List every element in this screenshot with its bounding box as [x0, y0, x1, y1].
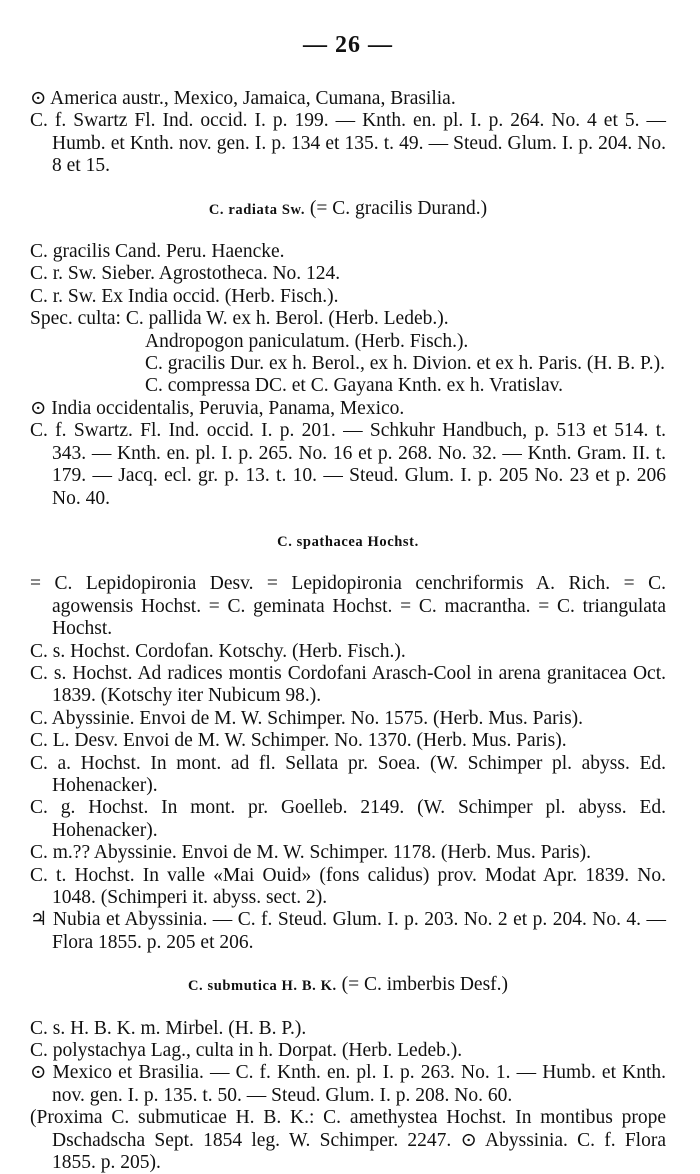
- synonym-paragraph: = C. Lepidopironia Desv. = Lepidopironia cenchriformis A. Rich. = C. agowensis Hochst. = C. geminata Hochst. = C. macrantha. = C. triangulata Hochst.: [30, 573, 666, 640]
- citation-paragraph: ⊙ Mexico et Brasilia. — C. f. Knth. en. pl. I. p. 263. No. 1. — Humb. et Knth. nov. gen. I. p. 135. t. 50. — Steud. Glum. I. p. 208. No. 60.: [30, 1062, 666, 1106]
- species-heading-spathacea: [30, 530, 666, 553]
- specimen-line: C. s. H. B. K. m. Mirbel. (H. B. P.).: [30, 1017, 307, 1039]
- citation-paragraph: C. f. Swartz. Fl. Ind. occid. I. p. 201. — Schkuhr Handbuch, p. 513 et 514. t. 343. — Knth. en. pl. I. p. 265. No. 16 et p. 268. No. 32. — Knth. Gram. II. t. 179. — Jacq. ecl. gr. p. 13. t. 10. — Steud. Glum. I. p. 205 No. 23 et p. 206 No. 40.: [30, 420, 666, 509]
- specimen-line: Spec. culta: C. pallida W. ex h. Berol. (Herb. Ledeb.).: [30, 308, 449, 330]
- species-synonym: (= C. imberbis Desf.): [341, 974, 509, 996]
- specimen-line: C. gracilis Dur. ex h. Berol., ex h. Divion. et ex h. Paris. (H. B. P.).: [145, 353, 665, 375]
- section-submutica: [30, 1018, 666, 1174]
- habitat-line: ⊙ India occidentalis, Peruvia, Panama, Mexico.: [30, 397, 405, 419]
- species-name: C. spathacea Hochst.: [277, 533, 419, 550]
- specimen-line: C. m.?? Abyssinie. Envoi de M. W. Schimper. 1178. (Herb. Mus. Paris).: [30, 842, 591, 864]
- specimen-line: C. g. Hochst. In mont. pr. Goelleb. 2149. (W. Schimper pl. abyss. Ed. Hohenacker).: [30, 797, 666, 841]
- specimen-line: Andropogon paniculatum. (Herb. Fisch.).: [145, 330, 469, 352]
- species-name: C. submutica H. B. K.: [187, 978, 337, 995]
- species-heading-radiata: [30, 198, 666, 221]
- citation-paragraph: ♃ Nubia et Abyssinia. — C. f. Steud. Glum. I. p. 203. No. 2 et p. 204. No. 4. — Flora 1855. p. 205 et 206.: [30, 909, 666, 953]
- specimen-line: C. a. Hochst. In mont. ad fl. Sellata pr. Soea. (W. Schimper pl. abyss. Ed. Hohenacker).: [30, 752, 666, 796]
- habitat-line: ⊙ America austr., Mexico, Jamaica, Cumana, Brasilia.: [30, 88, 456, 109]
- section-spathacea: [30, 573, 666, 954]
- specimen-line: C. polystachya Lag., culta in h. Dorpat. (Herb. Ledeb.).: [30, 1040, 463, 1062]
- species-name: C. radiata Sw.: [208, 201, 306, 218]
- section-radiata: [30, 241, 666, 510]
- page-number: — 26 —: [303, 32, 393, 58]
- specimen-line: C. s. Hochst. Cordofan. Kotschy. (Herb. Fisch.).: [30, 640, 406, 662]
- section-intro: [30, 88, 666, 178]
- specimen-line: C. Abyssinie. Envoi de M. W. Schimper. No. 1575. (Herb. Mus. Paris).: [30, 707, 584, 729]
- specimen-line: C. r. Sw. Sieber. Agrostotheca. No. 124.: [30, 263, 341, 285]
- species-heading-submutica: [30, 974, 666, 997]
- specimen-line: C. r. Sw. Ex India occid. (Herb. Fisch.).: [30, 285, 339, 307]
- specimen-line: C. compressa DC. et C. Gayana Knth. ex h. Vratislav.: [145, 375, 563, 397]
- note-paragraph: (Proxima C. submuticae H. B. K.: C. amethystea Hochst. In montibus prope Dschadscha Sept. 1854 leg. W. Schimper. 2247. ⊙ Abyssinia. C. f. Flora 1855. p. 205).: [30, 1107, 666, 1174]
- specimen-line: C. L. Desv. Envoi de M. W. Schimper. No. 1370. (Herb. Mus. Paris).: [30, 730, 567, 752]
- specimen-line: C. gracilis Cand. Peru. Haencke.: [30, 241, 285, 263]
- species-synonym: (= C. gracilis Durand.): [309, 197, 488, 219]
- specimen-line: C. s. Hochst. Ad radices montis Cordofani Arasch-Cool in arena granitacea Oct. 1839. (Kotschy iter Nubicum 98.).: [30, 662, 666, 707]
- specimen-line: C. t. Hochst. In valle «Mai Ouid» (fons calidus) prov. Modat Apr. 1839. No. 1048. (Schimperi it. abyss. sect. 2).: [30, 864, 666, 908]
- citation-paragraph: C. f. Swartz Fl. Ind. occid. I. p. 199. — Knth. en. pl. I. p. 264. No. 4 et 5. — Humb. et Knth. nov. gen. I. p. 134 et 135. t. 49. — Steud. Glum. I. p. 204. No. 8 et 15.: [30, 110, 666, 177]
